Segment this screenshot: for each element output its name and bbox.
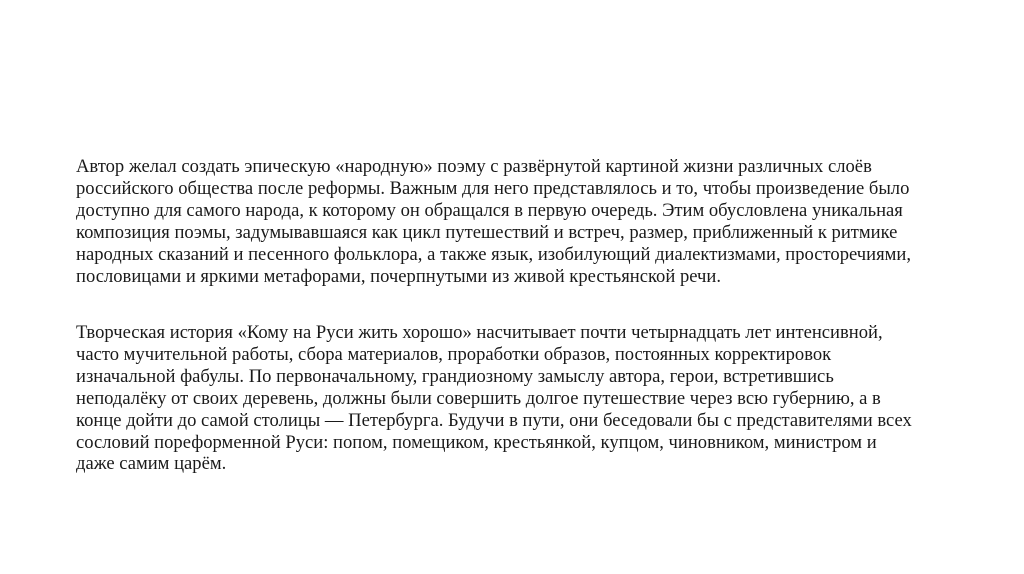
- text-line: народных сказаний и песенного фольклора, а также язык, изобилующий диалектизмами, просторечиями,: [76, 243, 912, 265]
- text-line: неподалёку от своих деревень, должны были совершить долгое путешествие через всю губернию, а в: [76, 387, 881, 409]
- text-line: пословицами и яркими метафорами, почерпнутыми из живой крестьянской речи.: [76, 265, 721, 287]
- text-line: сословий пореформенной Руси: попом, помещиком, крестьянкой, купцом, чиновником, министром и: [76, 431, 877, 453]
- text-line: Творческая история «Кому на Руси жить хорошо» насчитывает почти четырнадцать лет интенсивной,: [76, 322, 883, 343]
- text-line: доступно для самого народа, к которому он обращался в первую очередь. Этим обусловлена уникальная: [76, 199, 903, 221]
- text-line: изначальной фабулы. По первоначальному, грандиозному замыслу автора, герои, встретившись: [76, 365, 834, 387]
- text-line: Автор желал создать эпическую «народную» поэму с развёрнутой картиной жизни различных слоёв: [76, 156, 872, 177]
- text-line: конце дойти до самой столицы — Петербурга. Будучи в пути, они беседовали бы с представителями всех: [76, 409, 912, 431]
- text-line: часто мучительной работы, сбора материалов, проработки образов, постоянных корректировок: [76, 343, 832, 365]
- paragraph-creative-history: [76, 322, 956, 475]
- text-line: российского общества после реформы. Важным для него представлялось и то, чтобы произведение было: [76, 177, 910, 199]
- text-line: даже самим царём.: [76, 453, 227, 475]
- paragraph-author-intent: [76, 156, 956, 287]
- text-line: композиция поэмы, задумывавшаяся как цикл путешествий и встреч, размер, приближенный к ритмике: [76, 221, 898, 243]
